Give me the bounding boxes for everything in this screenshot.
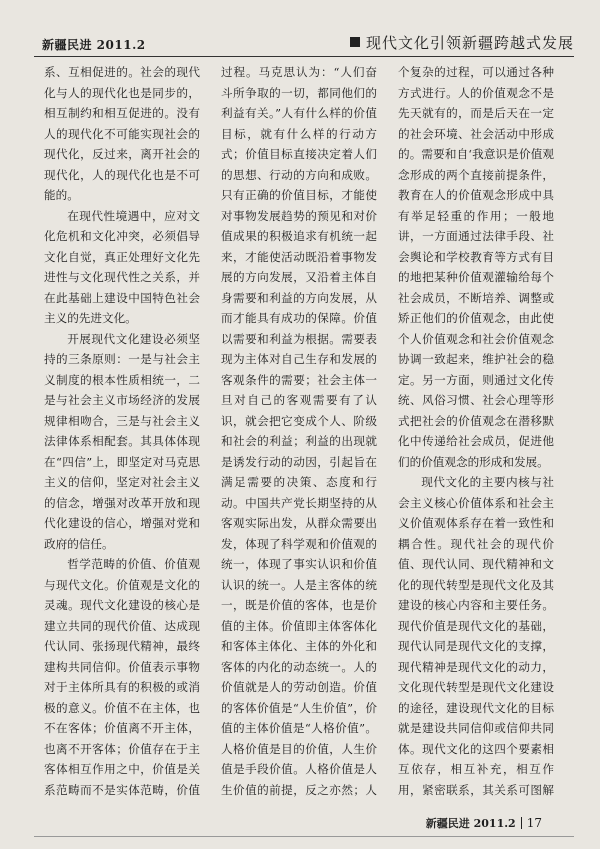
paragraph: 个复杂的过程，可以通过各种方式进行。人的价值观念不是先天就有的，而是后天在一定的社会环境、社会活动中形成的。需要和自‘我意识是价值观念形成的两个直接前提条件，教育在人的价值观念形成中具有举足轻重的作用；一般地讲，一方面通过法律手段、社会舆论和学校教育等方式有目的地把某种价值观灌输给每个社会成员，不断培养、调整或矫正他们的价值观念，由此使个人价值观念和社会价值观念协调一致起来，维护社会的稳定。另一方面，则通过文化传统、风俗习惯、社会心理等形式把社会的价值观念在潜移默化中传递给社会成员，促进他们的价值观念的形成和发展。 bbox=[398, 65, 554, 469]
paragraph: 哲学范畴的价值、价值观与现代文化。价值观是文化的灵魂。现代文化建设的核心是建立共同的现代价值、达成现代认同、张扬现代精神，最终建构共同信仰。价值表示事物对于主体所具有的积极的或消极的意义。价值不在主体，也不在客体；价值离不开主体，也离不开客体；价值存在于主客体相互作用之中，价值是关系范畴而不是实体范畴，价值 bbox=[44, 557, 200, 797]
footer-journal: 新疆民进 2011.2 bbox=[425, 817, 516, 830]
paragraph: 过程。马克思认为：“人们奋斗所争取的一切，都同他们的利益有关。”人有什么样的价值目标，就有什么样的行动方式；价值目标直接决定着人们的思想、行动的方向和成败。只有正确的价值目标，才能使对事物发展趋势的预见和对价值成果的积极追求有机统一起来，才能使活动既沿着事物发展的方向发展，又沿着主体自身需要和利益的方向发展，从而才能具有成功的保障。价值以需要和利益为根据。需要表现为主体对自己生存和发展的客观条件的需要；社会主体一旦对自己的客观需要有了认识，就会把它变成个人、阶级和社会的利益；利益的出现就是诱发行动的动因，引起旨在满足需要的决策、态度和行动。中国共产党长期坚持的从客观实际出发，从群众需要出发，体现了科学观和价值观的统一，体现了事实认识和价值认识的统一。人是主客体的统一，既是价值的客体，也是价值的主体。价值即主体客体化和客体主体化、主体的外化和客体的内化的动态统一。人的价值就是人的劳动创造。价值的客体价值是“人生价值”，价值的主体价值是“人格价值”。人格价值是目的价值，人生价值是手段价值。人格价值是人生价值的前提，反之亦然；人 bbox=[221, 65, 377, 797]
section-title-text: 现代文化引领新疆跨越式发展 bbox=[365, 34, 574, 52]
footer-rule bbox=[34, 836, 574, 837]
square-bullet-icon bbox=[350, 37, 360, 47]
page-footer bbox=[426, 815, 542, 831]
text-column-3 bbox=[398, 62, 554, 804]
journal-issue: 新疆民进 2011.2 bbox=[42, 38, 146, 52]
paragraph: 系、互相促进的。社会的现代化与人的现代化也是同步的，相互制约和相互促进的。没有人的现代化不可能实现社会的现代化，反过来，离开社会的现代化，人的现代化也是不可能的。 bbox=[44, 65, 200, 202]
paragraph: 现代文化的主要内核与社会主义核心价值体系和社会主义价值观体系存在着一致性和耦合性。现代社会的现代价值、现代认同、现代精神和文化的现代转型是现代文化及其建设的核心内容和主要任务。现代价值是现代文化的基础，现代认同是现代文化的支撑，现代精神是现代文化的动力，文化现代转型是现代文化建设的途径，建设现代文化的目标就是建设共同信仰或信仰共同体。现代文化的这四个要素相互依存，相互补充，相互作用，紧密联系，其关系可图解 bbox=[398, 475, 554, 797]
page-header bbox=[34, 30, 574, 57]
page-number: 17 bbox=[526, 816, 542, 830]
text-column-2 bbox=[221, 62, 377, 804]
section-title bbox=[350, 32, 574, 53]
paragraph: 开展现代文化建设必须坚持的三条原则：一是与社会主义制度的根本性质相统一，二是与社会主义市场经济的发展规律相吻合，三是与社会主义法律体系相配套。其具体体现在“四信”上，即坚定对马克思主义的信仰，坚定对社会主义的信念，增强对改革开放和现代化建设的信心，增强对党和政府的信任。 bbox=[44, 331, 200, 551]
footer-divider bbox=[521, 817, 522, 829]
paragraph: 在现代性境遇中，应对文化危机和文化冲突，必须倡导文化自觉，真正处理好文化先进性与文化现代性之关系，并在此基础上建设中国特色社会主义的先进文化。 bbox=[44, 208, 200, 325]
text-column-1 bbox=[44, 62, 200, 804]
